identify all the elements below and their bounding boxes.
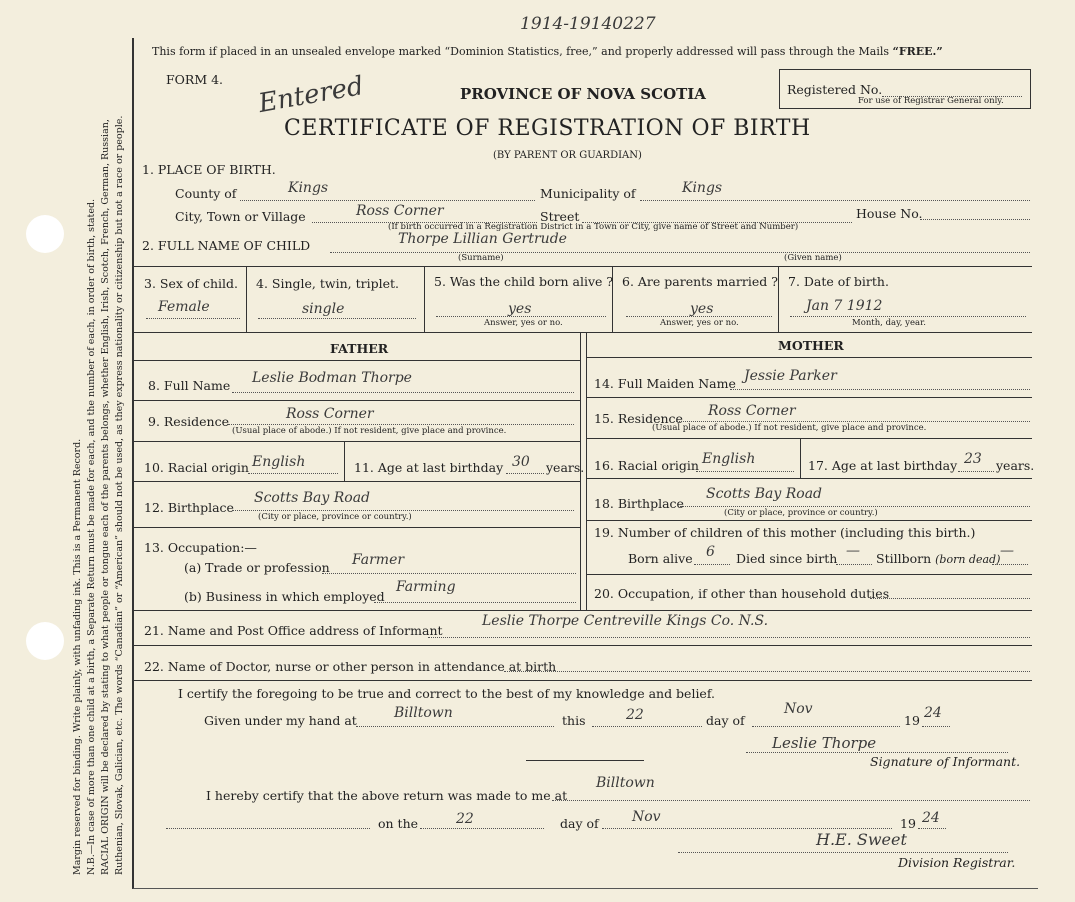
given-name-note: (Given name) <box>784 253 842 263</box>
city-value: Ross Corner <box>356 203 444 219</box>
registered-note: For use of Registrar General only. <box>858 96 1004 106</box>
trade-label: (a) Trade or profession <box>184 560 330 575</box>
mother-age-value: 23 <box>964 451 982 467</box>
father-racial-value: English <box>252 454 306 470</box>
place-of-birth-label: 1. PLACE OF BIRTH. <box>142 162 276 177</box>
died-since-label: Died since birth <box>736 551 838 566</box>
father-name-value: Leslie Bodman Thorpe <box>252 370 412 386</box>
date-of-birth-value: Jan 7 1912 <box>806 298 883 314</box>
children-count-label: 19. Number of children of this mother (including this birth.) <box>594 525 976 540</box>
father-birthplace-note: (City or place, province or country.) <box>258 512 412 522</box>
county-value: Kings <box>288 180 329 196</box>
mother-name-label: 14. Full Maiden Name <box>594 376 736 391</box>
file-number: 1914-19140227 <box>520 14 656 34</box>
mother-birthplace-label: 18. Birthplace <box>594 496 684 511</box>
mother-occupation-label: 20. Occupation, if other than household duties <box>594 586 890 601</box>
born-alive-count-label: Born alive <box>628 551 693 566</box>
city-note: (If birth occurred in a Registration District in a Town or City, give name of Street and Number) <box>388 222 799 232</box>
mother-name-value: Jessie Parker <box>744 368 837 384</box>
day-of2-label: day of <box>560 816 599 831</box>
child-name-value: Thorpe Lillian Gertrude <box>398 231 567 247</box>
on-year-prefix: 19 <box>900 816 916 831</box>
full-name-child-label: 2. FULL NAME OF CHILD <box>142 238 311 253</box>
parents-married-value: yes <box>690 301 714 317</box>
born-dead-note: (born dead) <box>935 553 1001 566</box>
mother-residence-label: 15. Residence <box>594 411 683 426</box>
side-note-1: Margin reserved for binding. Write plainly, with unfading ink. This is a Permanent Record. <box>72 438 83 875</box>
given-at-value: Billtown <box>394 705 453 721</box>
mother-age-label: 17. Age at last birthday <box>808 458 958 473</box>
mother-heading: MOTHER <box>778 338 844 353</box>
top-notice-text: This form if placed in an unsealed envelope marked “Dominion Statistics, free,” and properly addressed will pass through the Mails <box>152 45 893 58</box>
father-years-label: years. <box>546 460 585 475</box>
father-birthplace-label: 12. Birthplace <box>144 500 234 515</box>
entered-stamp: Entered <box>256 71 366 119</box>
stillborn-text: Stillborn <box>876 551 932 566</box>
trade-value: Farmer <box>352 552 405 568</box>
side-note-2: N.B.—In case of more than one child at a birth, a Separate Return must be made for each, and the number of each, in order of birth, stated. <box>86 198 97 875</box>
plurality-value: single <box>302 301 345 317</box>
on-year-value: 24 <box>922 810 940 826</box>
mother-birthplace-note: (City or place, province or country.) <box>724 508 878 518</box>
registered-label: Registered No. <box>787 82 883 97</box>
stillborn-label <box>876 551 1000 566</box>
on-month-value: Nov <box>632 809 661 825</box>
father-residence-label: 9. Residence <box>148 414 229 429</box>
born-alive-count-value: 6 <box>706 544 715 560</box>
doctor-label: 22. Name of Doctor, nurse or other person in attendance at birth <box>144 659 557 674</box>
father-racial-label: 10. Racial origin <box>144 460 249 475</box>
mother-years-label: years. <box>996 458 1035 473</box>
informant-signature: Leslie Thorpe <box>772 734 877 752</box>
made-at-value: Billtown <box>596 775 655 791</box>
registered-box <box>779 69 1031 109</box>
father-name-label: 8. Full Name <box>148 378 231 393</box>
punch-hole-bottom <box>26 622 64 660</box>
stillborn-value: — <box>1000 543 1014 559</box>
sex-label: 3. Sex of child. <box>144 276 239 291</box>
born-alive-label: 5. Was the child born alive ? <box>434 274 614 289</box>
business-value: Farming <box>396 579 456 595</box>
top-notice <box>152 45 943 58</box>
punch-hole-top <box>26 215 64 253</box>
father-birthplace-value: Scotts Bay Road <box>254 490 371 506</box>
died-since-value: — <box>846 543 860 559</box>
parents-married-label: 6. Are parents married ? <box>622 274 778 289</box>
plurality-label: 4. Single, twin, triplet. <box>256 276 399 291</box>
on-the-label: on the <box>378 816 419 831</box>
father-residence-note: (Usual place of abode.) If not resident, give place and province. <box>232 426 507 436</box>
division-registrar-label: Division Registrar. <box>898 855 1016 870</box>
business-label: (b) Business in which employed <box>184 589 385 604</box>
father-age-value: 30 <box>512 454 530 470</box>
mother-racial-value: English <box>702 451 756 467</box>
this-label: this <box>562 713 586 728</box>
father-residence-value: Ross Corner <box>286 406 374 422</box>
mother-birthplace-value: Scotts Bay Road <box>706 486 823 502</box>
given-year-prefix: 19 <box>904 713 920 728</box>
mother-residence-value: Ross Corner <box>708 403 796 419</box>
province-heading: PROVINCE OF NOVA SCOTIA <box>460 85 706 103</box>
county-label: County of <box>175 186 237 201</box>
certify-text: I certify the foregoing to be true and correct to the best of my knowledge and belief. <box>178 686 715 701</box>
municipality-value: Kings <box>682 180 723 196</box>
father-heading: FATHER <box>330 341 389 356</box>
municipality-label: Municipality of <box>540 186 636 201</box>
born-alive-note: Answer, yes or no. <box>484 318 563 328</box>
informant-value: Leslie Thorpe Centreville Kings Co. N.S. <box>482 613 769 629</box>
sex-value: Female <box>158 299 210 315</box>
occupation-label: 13. Occupation:— <box>144 540 257 555</box>
hereby-text: I hereby certify that the above return was made to me at <box>206 788 568 803</box>
informant-label: 21. Name and Post Office address of Informant <box>144 623 443 638</box>
given-under-label: Given under my hand at <box>204 713 357 728</box>
given-month-value: Nov <box>784 701 813 717</box>
side-note-3: RACIAL ORIGIN will be declared by stating to what people or tongue each of the parents belongs, whether English, Irish, Scotch, French, German, Russian, <box>100 119 111 875</box>
father-age-label: 11. Age at last birthday <box>354 460 504 475</box>
certificate-title: CERTIFICATE OF REGISTRATION OF BIRTH <box>284 116 811 141</box>
top-notice-free: “FREE.” <box>892 45 943 58</box>
date-of-birth-note: Month, day, year. <box>852 318 926 328</box>
form-number: FORM 4. <box>166 72 224 87</box>
mother-racial-label: 16. Racial origin <box>594 458 699 473</box>
house-no-label: House No. <box>856 206 923 221</box>
certificate-subtitle: (BY PARENT OR GUARDIAN) <box>493 150 642 161</box>
signature-informant-label: Signature of Informant. <box>870 754 1021 769</box>
surname-note: (Surname) <box>458 253 504 263</box>
day-of-label: day of <box>706 713 745 728</box>
given-year-value: 24 <box>924 705 942 721</box>
parents-married-note: Answer, yes or no. <box>660 318 739 328</box>
born-alive-value: yes <box>508 301 532 317</box>
street-label: Street <box>540 209 580 224</box>
city-label: City, Town or Village <box>175 209 306 224</box>
given-day-value: 22 <box>626 707 644 723</box>
side-note-4: Ruthenian, Slovak, Galician, etc. The words “Canadian” or “American” should not be used, as they express nationality or citizenship but not a race or people. <box>114 115 125 875</box>
mother-residence-note: (Usual place of abode.) If not resident, give place and province. <box>652 423 927 433</box>
on-day-value: 22 <box>456 811 474 827</box>
registrar-signature: H.E. Sweet <box>816 830 907 849</box>
date-of-birth-label: 7. Date of birth. <box>788 274 889 289</box>
